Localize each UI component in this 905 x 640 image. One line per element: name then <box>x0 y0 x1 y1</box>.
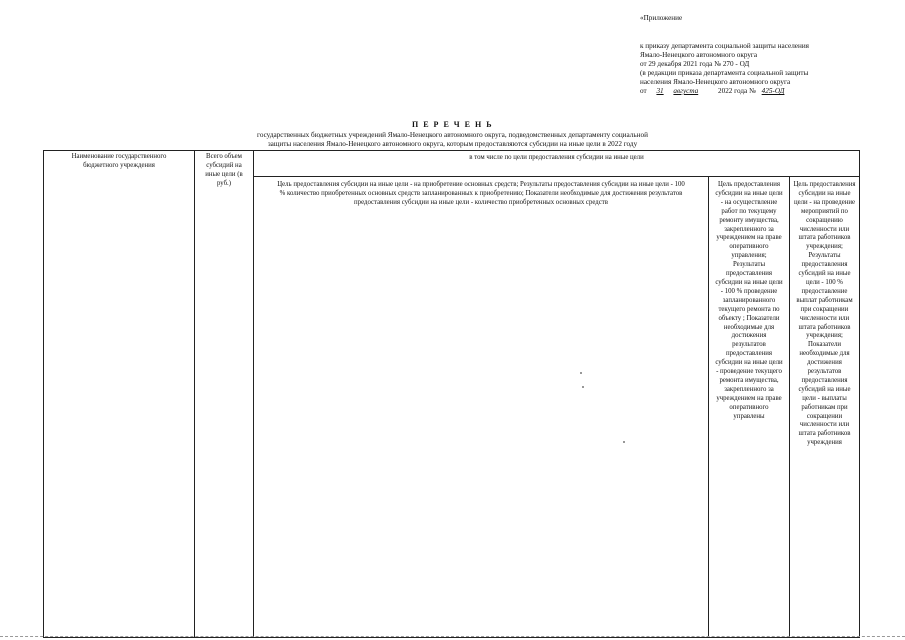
order-reference <box>640 42 809 96</box>
order-line: к приказу департамента социальной защиты населения <box>640 42 809 50</box>
order-line: Ямало-Ненецкого автономного округа <box>640 51 758 59</box>
scan-speck <box>580 372 582 374</box>
purpose-group-header <box>253 150 860 177</box>
document-subtitle <box>0 131 905 149</box>
order-date-line <box>640 87 809 96</box>
date-year: 2022 года № <box>718 87 756 95</box>
date-number: 425-ОД <box>761 87 785 95</box>
date-day: 31 <box>656 87 664 95</box>
date-month: августа <box>673 87 699 95</box>
purpose-group-header-text: в том числе по цели предоставления субсидии на иные цели <box>469 154 644 161</box>
date-prefix: от <box>640 87 647 95</box>
order-line: (в редакции приказа департамента социальной защиты <box>640 69 809 77</box>
order-line: населения Ямало-Ненецкого автономного округа <box>640 78 791 86</box>
scan-speck <box>582 386 584 388</box>
purpose-staff-reduction-column: Цель предоставления субсидии на иные цели - на проведение мероприятий по сокращению численности или штата работников учреждения; Результаты предоставления субсидий на иные цели - 100 % предоставление выплат работникам при сокращении численности или штата работников учреждения; Показатели необходимые для достижения результатов предоставления субсидий на иные цели - выплаты работникам при сокращении численности или штата работников учреждения <box>789 176 860 638</box>
document-title: П Е Р Е Ч Е Н Ь <box>412 120 493 129</box>
purpose-fixed-assets-column: Цель предоставления субсидии на иные цели - на приобретение основных средств; Результаты предоставления субсидии на иные цели - 100 % количество приобретенных основных средств запланированных к приобретению; Показатели необходимые для достижения результатов предоставления субсидии на иные цели - количество приобретенных основных средств <box>253 176 709 638</box>
institution-column-header: Наименование государственного бюджетного учреждения <box>43 150 195 638</box>
subtitle-line-1: государственных бюджетных учреждений Ямало-Ненецкого автономного округа, подведомственных департаменту социальной <box>257 131 648 139</box>
subtitle-line-2: защиты населения Ямало-Ненецкого автономного округа, которым предоставляются субсидии на иные цели в 2022 году <box>267 140 638 148</box>
order-line: от 29 декабря 2021 года № 270 - ОД <box>640 60 750 68</box>
appendix-label: «Приложение <box>640 14 683 22</box>
scan-speck <box>623 441 625 443</box>
page-bottom-edge <box>0 636 905 637</box>
purpose-repair-column: Цель предоставления субсидии на иные цели - на осуществление работ по текущему ремонту имущества, закрепленного за учреждением на праве оперативного управления; Результаты предоставления субсидии на иные цели - 100 % проведение запланированного текущего ремонта по объекту ; Показатели необходимые для достижения результатов предоставления субсидии на иные цели - проведение текущего ремонта имущества, закрепленного за учреждением на праве оперативного управлены <box>708 176 790 638</box>
total-subsidy-column-header: Всего объем субсидий на иные цели (в руб.) <box>194 150 254 638</box>
